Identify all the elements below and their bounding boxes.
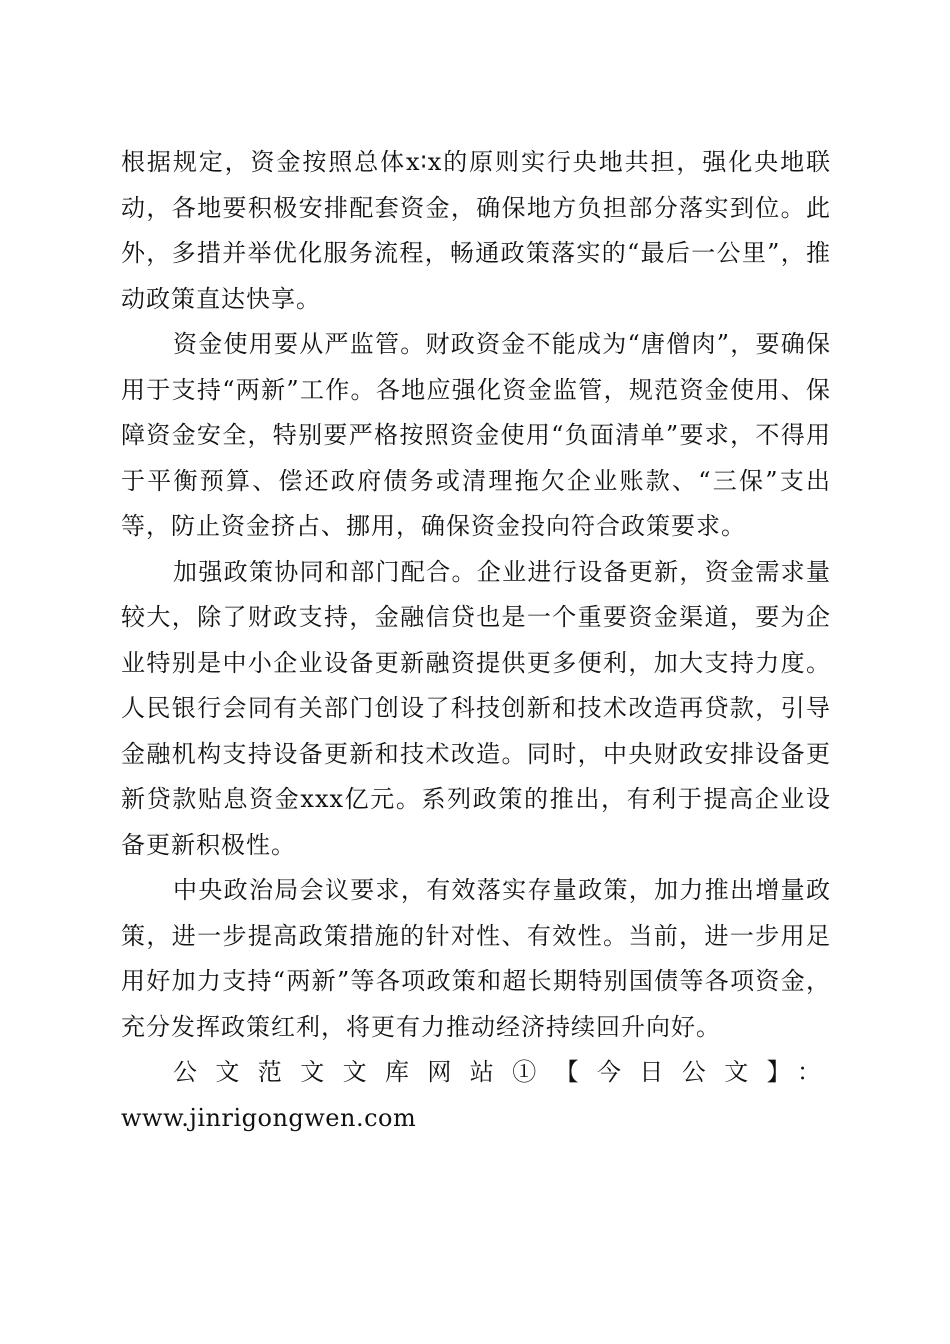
- paragraph-2: 资金使用要从严监管。财政资金不能成为“唐僧肉”，要确保用于支持“两新”工作。各地应强化资金监管，规范资金使用、保障资金安全，特别要严格按照资金使用“负面清单”要求，不得用于平衡预算、偿还政府债务或清理拖欠企业账款、“三保”支出等，防止资金挤占、挪用，确保资金投向符合政策要求。: [121, 330, 831, 540]
- paragraph-1: 根据规定，资金按照总体x∶x的原则实行央地共担，强化央地联动，各地要积极安排配套资金，确保地方负担部分落实到位。此外，多措并举优化服务流程，畅通政策落实的“最后一公里”，推动政策直达快享。: [121, 148, 831, 313]
- footer-url-link[interactable]: www.jinrigongwen.com: [121, 1103, 417, 1132]
- paragraph-3: 加强政策协同和部门配合。企业进行设备更新，资金需求量较大，除了财政支持，金融信贷也是一个重要资金渠道，要为企业特别是中小企业设备更新融资提供更多便利，加大支持力度。人民银行会同有关部门创设了科技创新和技术改造再贷款，引导金融机构支持设备更新和技术改造。同时，中央财政安排设备更新贷款贴息资金xxx亿元。系列政策的推出，有利于提高企业设备更新积极性。: [121, 557, 831, 859]
- paragraph-4: 中央政治局会议要求，有效落实存量政策，加力推出增量政策，进一步提高政策措施的针对性、有效性。当前，进一步用足用好加力支持“两新”等各项政策和超长期特别国债等各项资金，充分发挥政策红利，将更有力推动经济持续回升向好。: [121, 876, 831, 1041]
- footer-source-label: 公文范文文库网站①【今日公文】：: [173, 1058, 831, 1086]
- document-body: [121, 140, 831, 1141]
